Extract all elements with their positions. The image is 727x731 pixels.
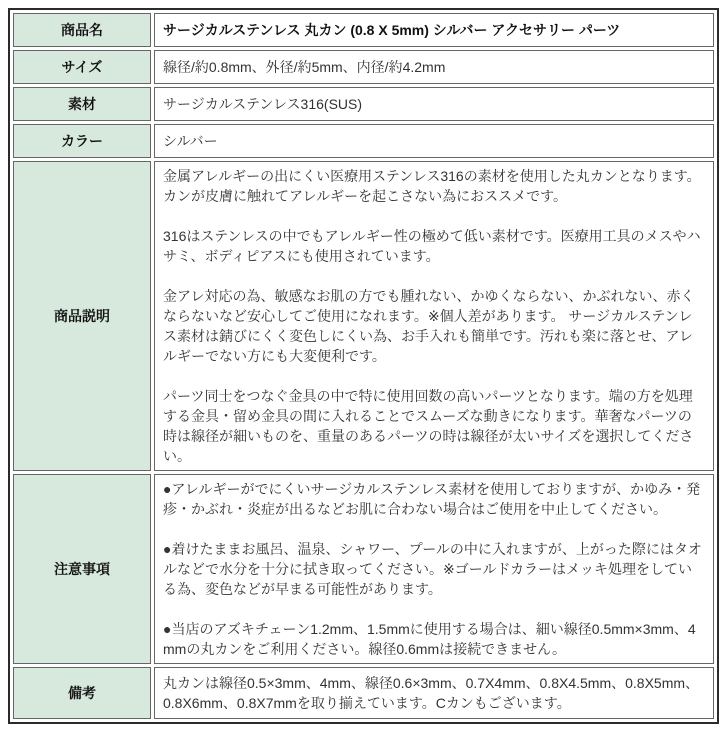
row-label-size: サイズ [13, 50, 151, 84]
product-spec-table [8, 8, 719, 724]
row-label-remarks: 備考 [13, 667, 151, 719]
table-row-remarks [13, 667, 714, 719]
color-value: シルバー [154, 124, 714, 158]
row-label-color: カラー [13, 124, 151, 158]
caution-item: ●アレルギーがでにくいサージカルステンレス素材を使用しておりますが、かゆみ・発疹・かぶれ・炎症が出るなどお肌に合わない場合はご使用を中止してください。 [163, 481, 701, 517]
table-row-color [13, 124, 714, 158]
description-paragraph: 316はステンレスの中でもアレルギー性の極めて低い素材です。医療用工具のメスやハサミ、ボディピアスにも使用されています。 [163, 228, 701, 264]
cautions-value [154, 474, 714, 664]
row-label-cautions: 注意事項 [13, 474, 151, 664]
row-label-material: 素材 [13, 87, 151, 121]
size-value: 線径/約0.8mm、外径/約5mm、内径/約4.2mm [154, 50, 714, 84]
caution-item: ●当店のアズキチェーン1.2mm、1.5mmに使用する場合は、細い線径0.5mm×3mm、4mmの丸カンをご利用ください。線径0.6mmは接続できません。 [163, 621, 696, 657]
table-row-size [13, 50, 714, 84]
caution-item: ●着けたままお風呂、温泉、シャワー、プールの中に入れますが、上がった際にはタオルなどで水分を十分に拭き取ってください。※ゴールドカラーはメッキ処理をしている為、変色などが早まる可能性があります。 [163, 541, 702, 597]
table-row-material [13, 87, 714, 121]
row-label-product-name: 商品名 [13, 13, 151, 47]
description-value [154, 161, 714, 471]
description-paragraph: 金アレ対応の為、敏感なお肌の方でも腫れない、かゆくならない、かぶれない、赤くならないなど安心してご使用になれます。※個人差があります。 サージカルステンレス素材は錆びにくく変色しにくい為、お手入れも簡単です。汚れも楽に落とせ、アレルギーでない方にも大変便利です。 [163, 288, 695, 364]
material-value: サージカルステンレス316(SUS) [154, 87, 714, 121]
table-row-description [13, 161, 714, 471]
table-row-product-name [13, 13, 714, 47]
description-paragraph: 金属アレルギーの出にくい医療用ステンレス316の素材を使用した丸カンとなります。カンが皮膚に触れてアレルギーを起こさない為におススメです。 [163, 168, 701, 204]
product-name-value: サージカルステンレス 丸カン (0.8 X 5mm) シルバー アクセサリー パーツ [154, 13, 714, 47]
description-paragraph: パーツ同士をつなぐ金具の中で特に使用回数の高いパーツとなります。端の方を処理する金具・留め金具の間に入れることでスムーズな動きになります。華奢なパーツの時は線径が細いものを、重量のあるパーツの時は線径が太いサイズを選択してください。 [163, 388, 694, 464]
remarks-value: 丸カンは線径0.5×3mm、4mm、線径0.6×3mm、0.7X4mm、0.8X4.5mm、0.8X5mm、0.8X6mm、0.8X7mmを取り揃えています。Cカンもございます。 [154, 667, 714, 719]
row-label-description: 商品説明 [13, 161, 151, 471]
table-row-cautions [13, 474, 714, 664]
